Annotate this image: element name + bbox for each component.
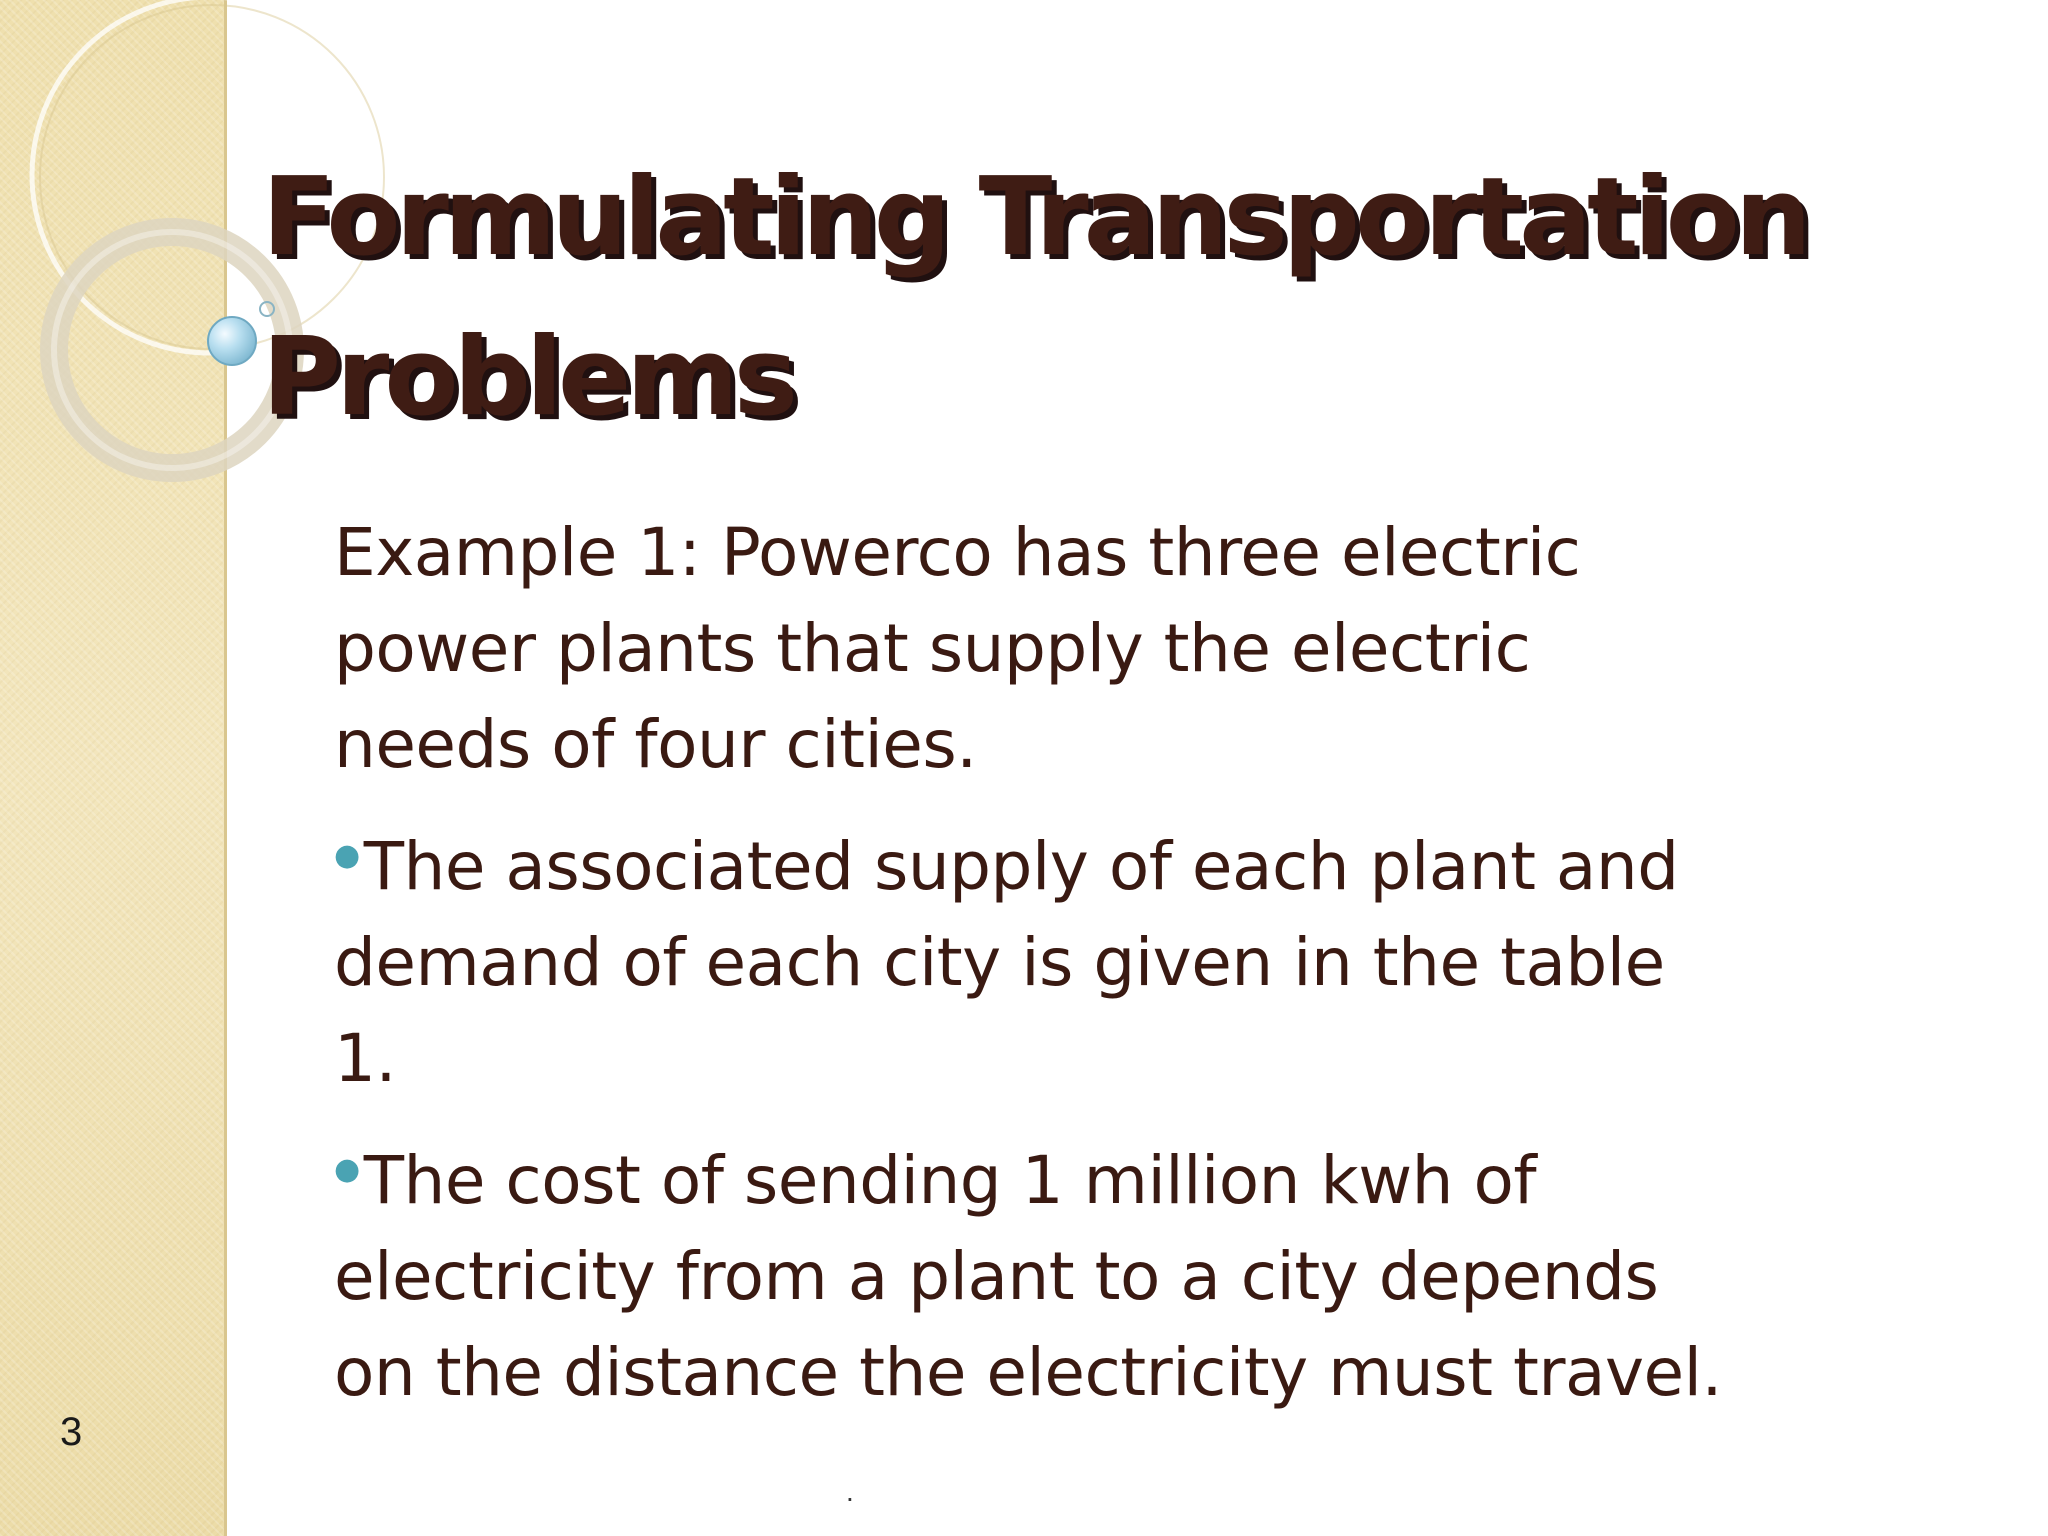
paragraph-example (334, 505, 1734, 793)
footer-mark: . (846, 1476, 854, 1507)
bullet-item-supply-demand (334, 808, 1734, 1107)
bullet-dot-icon: ● (334, 838, 360, 873)
bullet-text: The associated supply of each plant and demand of each city is given in the table 1. (334, 828, 1679, 1097)
bullet-text: The cost of sending 1 million kwh of electricity from a plant to a city depends on the distance the electricity must travel. (334, 1142, 1722, 1411)
paragraph-text: Example 1: Powerco has three electric power plants that supply the electric needs of four cities. (334, 514, 1581, 783)
bullet-dot-icon: ● (334, 1152, 360, 1187)
slide-number: 3 (60, 1410, 83, 1454)
bullet-item-cost (334, 1122, 1734, 1421)
orb-icon (208, 317, 256, 365)
slide-body (334, 505, 1734, 1436)
slide-title: Formulating Transportation Problems (262, 155, 1807, 440)
